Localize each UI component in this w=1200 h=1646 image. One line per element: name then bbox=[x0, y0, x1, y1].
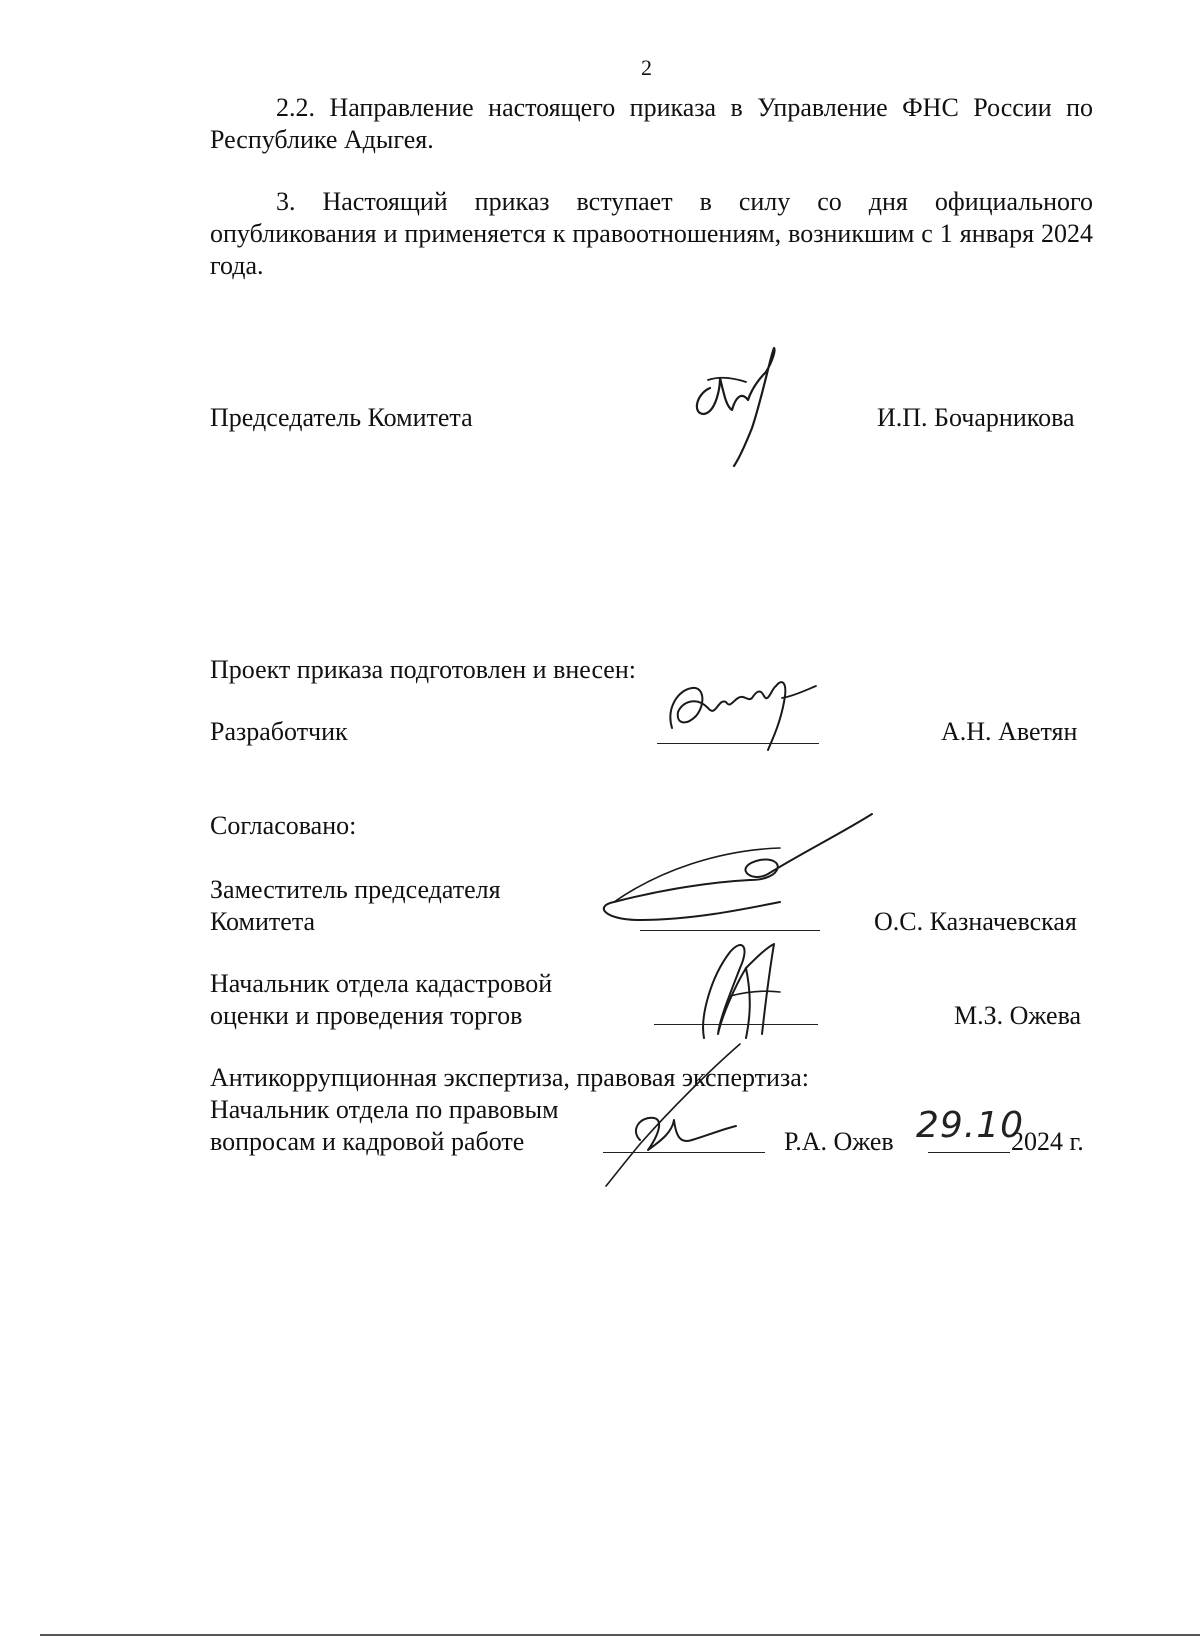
deputy-chairman-signature-line bbox=[640, 930, 820, 931]
developer-name: А.Н. Аветян bbox=[941, 717, 1078, 746]
date-line bbox=[928, 1152, 1010, 1153]
page-number: 2 bbox=[641, 55, 652, 80]
handwritten-date: 29.10 bbox=[916, 1105, 1025, 1146]
legal-head-signature-line bbox=[603, 1152, 765, 1153]
legal-head-role-line1: Начальник отдела по правовым bbox=[210, 1095, 559, 1124]
cadastral-head-role-line2: оценки и проведения торгов bbox=[210, 1001, 523, 1030]
legal-head-signature bbox=[600, 1040, 780, 1190]
chairman-title: Председатель Комитета bbox=[210, 403, 473, 432]
cadastral-head-role-line1: Начальник отдела кадастровой bbox=[210, 969, 553, 998]
legal-head-name: Р.А. Ожев bbox=[784, 1127, 894, 1156]
chairman-name: И.П. Бочарникова bbox=[877, 403, 1075, 432]
cadastral-head-signature bbox=[690, 938, 800, 1048]
date-year: 2024 г. bbox=[1011, 1127, 1084, 1156]
developer-signature-line bbox=[657, 743, 819, 744]
chairman-signature bbox=[690, 348, 800, 478]
deputy-chairman-name: О.С. Казначевская bbox=[874, 907, 1077, 936]
agreed-heading: Согласовано: bbox=[210, 811, 357, 840]
deputy-chairman-signature bbox=[600, 810, 890, 930]
developer-signature bbox=[664, 668, 824, 758]
expertise-heading: Антикоррупционная экспертиза, правовая экспертиза: bbox=[210, 1063, 809, 1092]
footer-rule bbox=[40, 1634, 1200, 1636]
developer-role: Разработчик bbox=[210, 717, 348, 746]
paragraph-2-2: 2.2. Направление настоящего приказа в Управление ФНС России по Республике Адыгея. bbox=[210, 93, 1093, 154]
draft-heading: Проект приказа подготовлен и внесен: bbox=[210, 655, 636, 684]
legal-head-role-line2: вопросам и кадровой работе bbox=[210, 1127, 525, 1156]
deputy-chairman-role-line1: Заместитель председателя bbox=[210, 875, 501, 904]
cadastral-head-name: М.З. Ожева bbox=[954, 1001, 1082, 1030]
cadastral-head-signature-line bbox=[654, 1024, 818, 1025]
paragraph-3: 3. Настоящий приказ вступает в силу со дня официального опубликования и применяется к правоотношениям, возникшим с 1 января 2024 года. bbox=[210, 187, 1093, 280]
deputy-chairman-role-line2: Комитета bbox=[210, 907, 316, 936]
